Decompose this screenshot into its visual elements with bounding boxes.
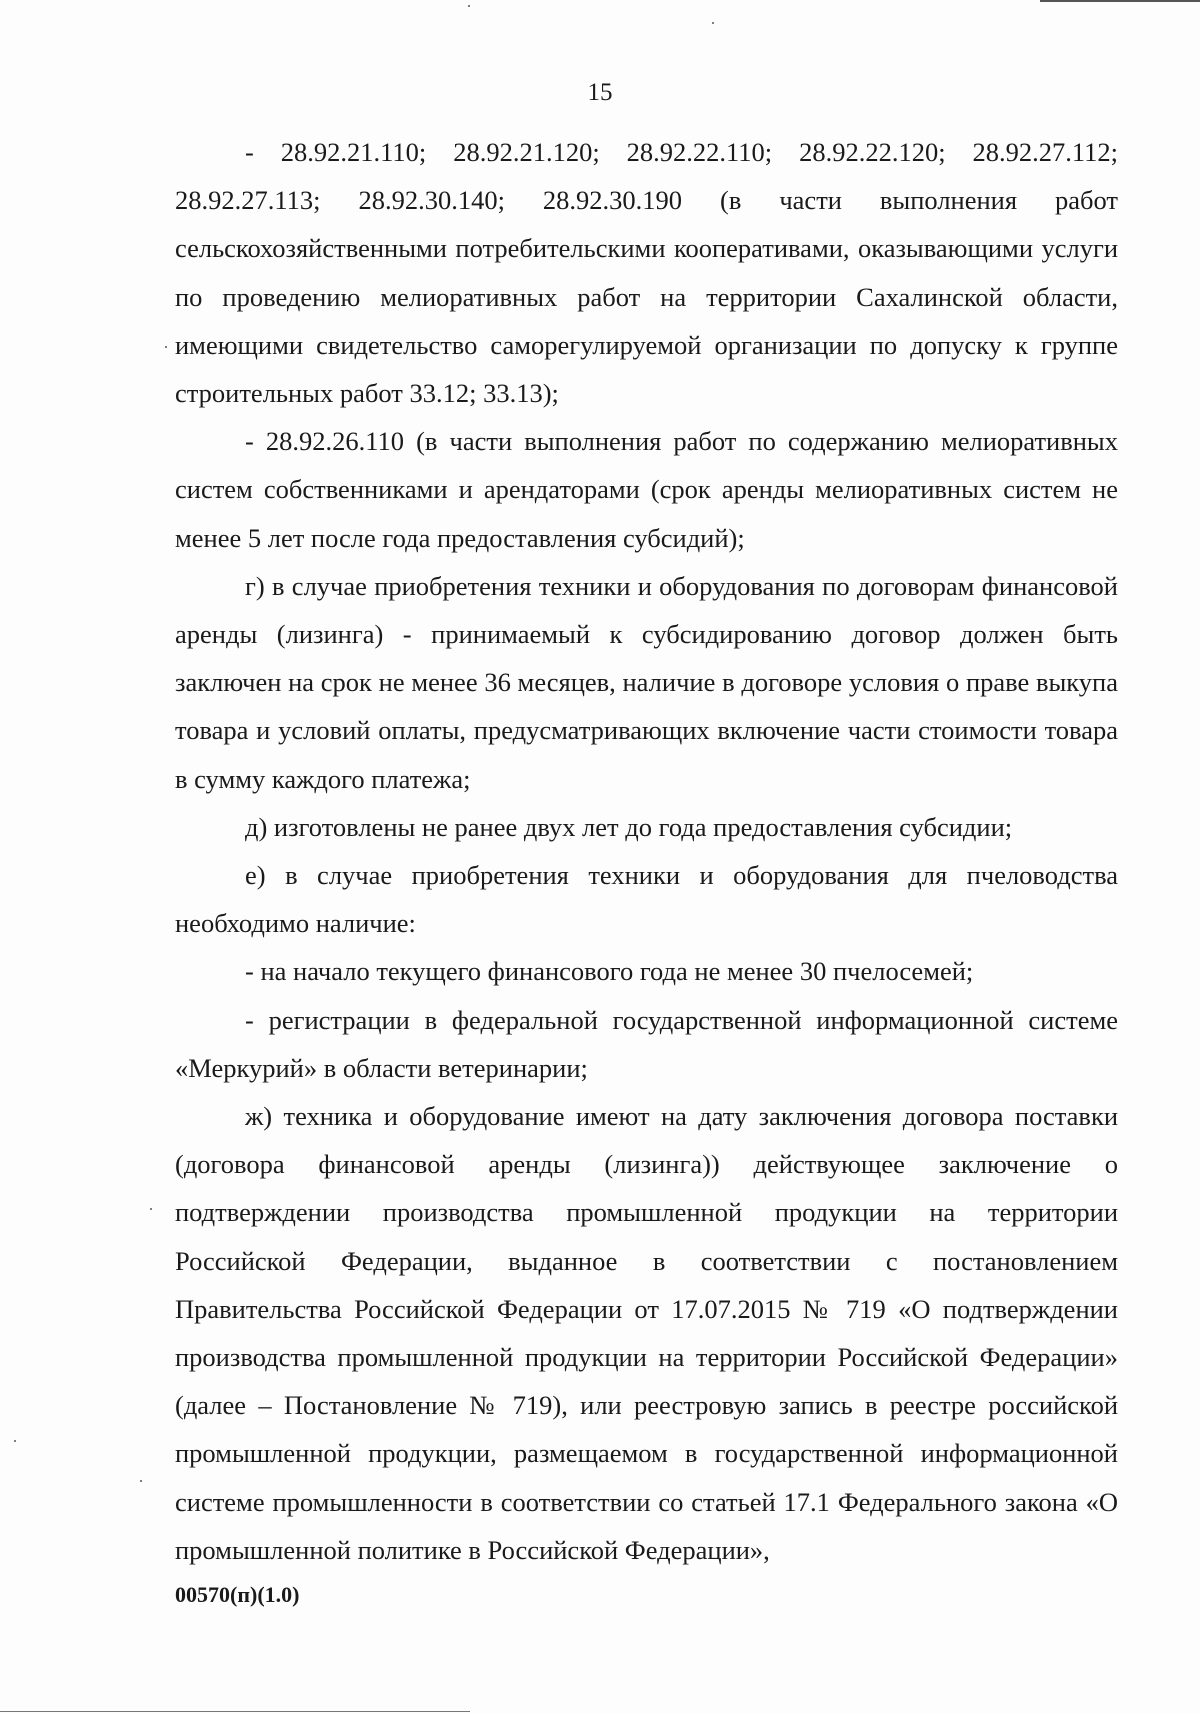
scan-edge-mark xyxy=(0,1711,470,1712)
paragraph-bee-colonies: - на начало текущего финансового года не менее 30 пчелосемей; xyxy=(245,956,974,987)
scan-speck xyxy=(165,346,167,348)
scan-edge-mark xyxy=(1040,0,1200,2)
document-code: 00570(п)(1.0) xyxy=(175,1582,300,1607)
scan-speck xyxy=(150,1208,152,1210)
scan-speck xyxy=(712,22,714,24)
paragraph-item-e-beekeeping: е) в случае приобретения техники и оборудования для пчеловодства необходимо наличие: xyxy=(175,860,1118,939)
paragraph-item-zh-production-conclusion: ж) техника и оборудование имеют на дату заключения договора поставки (договора финансовой аренды (лизинга)) действующее заключение о подтверждении производства промышленной продукции на территории Российской Федерации, выданное в соответствии с постановлением Правительства Российской Федерации от 17.07.2015 № 719 «О подтверждении производства промышленной продукции на территории Российской Федерации» (далее – Постановление № 719), или реестровую запись в реестре российской промышленной продукции, размещаемом в государственной информационной системе промышленности в соответствии со статьей 17.1 Федерального закона «О промышленной политике в Российской Федерации», xyxy=(175,1101,1118,1565)
scan-speck xyxy=(468,5,470,7)
paragraph-mercury-registration: - регистрации в федеральной государственной информационной системе «Меркурий» в области ветеринарии; xyxy=(175,1004,1118,1083)
paragraph-okpd-codes-melioration: - 28.92.21.110; 28.92.21.120; 28.92.22.110; 28.92.22.120; 28.92.27.112; 28.92.27.113; 28.92.30.140; 28.92.30.190 (в части выполнения работ сельскохозяйственными потребительскими кооперативами, оказывающими услуги по проведению мелиоративных работ на территории Сахалинской области, имеющими свидетельство саморегулируемой организации по допуску к группе строительных работ 33.12; 33.13); xyxy=(175,137,1118,409)
paragraph-okpd-code-maintenance: - 28.92.26.110 (в части выполнения работ по содержанию мелиоративных систем собственниками и арендаторами (срок аренды мелиоративных систем не менее 5 лет после года предоставления субсидий); xyxy=(175,426,1118,553)
paragraph-item-d-manufacture-date: д) изготовлены не ранее двух лет до года предоставления субсидии; xyxy=(245,811,1013,842)
paragraph-item-g-leasing: г) в случае приобретения техники и оборудования по договорам финансовой аренды (лизинга) - принимаемый к субсидированию договор должен быть заключен на срок не менее 36 месяцев, наличие в договоре условия о праве выкупа товара и условий оплаты, предусматривающих включение части стоимости товара в сумму каждого платежа; xyxy=(175,570,1118,794)
scan-speck xyxy=(14,1440,16,1442)
page-number: 15 xyxy=(587,79,613,106)
scan-speck xyxy=(140,1480,142,1482)
document-body xyxy=(175,128,1118,1574)
